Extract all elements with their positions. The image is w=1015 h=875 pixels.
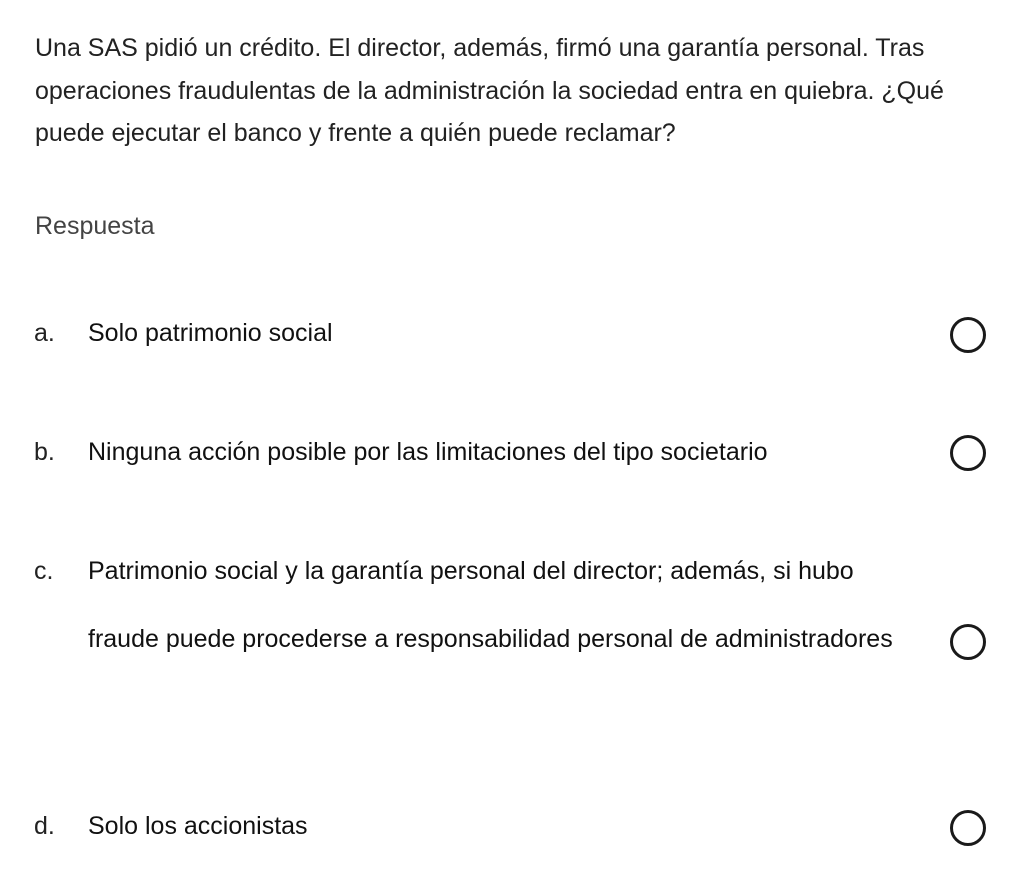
option-letter: c. <box>34 557 54 585</box>
option-c[interactable] <box>0 554 1015 724</box>
option-letter: a. <box>34 319 55 347</box>
radio-button-c[interactable] <box>950 624 986 660</box>
option-label[interactable]: Solo los accionistas <box>88 812 308 840</box>
option-letter: b. <box>34 438 55 466</box>
radio-button-d[interactable] <box>950 810 986 846</box>
option-b[interactable] <box>0 435 1015 475</box>
option-d[interactable] <box>0 809 1015 849</box>
option-letter: d. <box>34 812 55 840</box>
question-text: Una SAS pidió un crédito. El director, además, firmó una garantía personal. Tras operaciones fraudulentas de la administración la sociedad entra en quiebra. ¿Qué puede ejecutar el banco y frente a quién puede reclamar? <box>35 34 944 147</box>
answer-heading: Respuesta <box>35 212 155 240</box>
option-a[interactable] <box>0 316 1015 356</box>
option-label[interactable]: Ninguna acción posible por las limitaciones del tipo societario <box>88 438 768 466</box>
radio-button-a[interactable] <box>950 317 986 353</box>
option-label[interactable]: Solo patrimonio social <box>88 319 333 347</box>
option-label[interactable]: Patrimonio social y la garantía personal del director; además, si hubo fraude puede procederse a responsabilidad personal de administradores <box>88 557 893 653</box>
radio-button-b[interactable] <box>950 435 986 471</box>
